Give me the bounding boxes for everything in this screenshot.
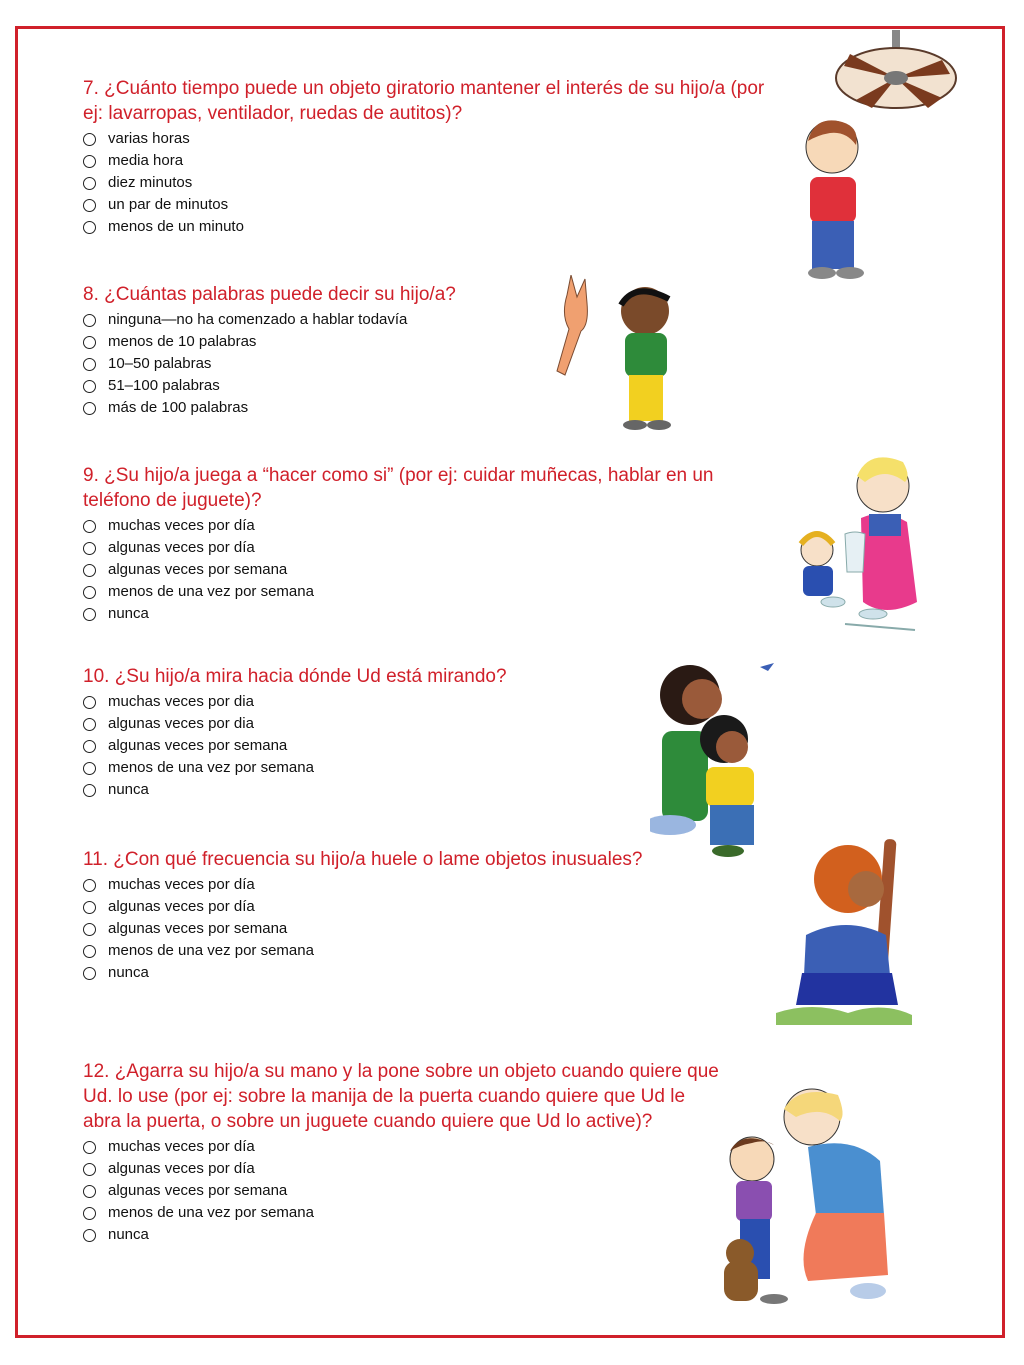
adult-child-teddy-illustration (712, 1085, 902, 1315)
option[interactable] (83, 896, 643, 918)
option-label: más de 100 palabras (108, 399, 249, 416)
radio-button[interactable] (83, 1229, 96, 1242)
option[interactable] (83, 940, 643, 962)
option-label: nunca (108, 781, 149, 798)
option[interactable] (83, 1180, 723, 1202)
radio-button[interactable] (83, 1207, 96, 1220)
radio-button[interactable] (83, 586, 96, 599)
option-label: nunca (108, 964, 149, 981)
option[interactable] (83, 603, 763, 625)
option-label: algunas veces por día (108, 539, 255, 556)
options-list (83, 874, 643, 984)
option[interactable] (83, 194, 773, 216)
radio-button[interactable] (83, 967, 96, 980)
question-title: 11. ¿Con qué frecuencia su hijo/a huele o lame objetos inusuales? (83, 849, 643, 870)
radio-button[interactable] (83, 923, 96, 936)
option-label: menos de 10 palabras (108, 333, 257, 350)
option-label: menos de un minuto (108, 218, 244, 235)
question-10 (83, 664, 643, 801)
option[interactable] (83, 874, 643, 896)
option-label: algunas veces por semana (108, 1182, 288, 1199)
radio-button[interactable] (83, 718, 96, 731)
options-list (83, 691, 643, 801)
question-12 (83, 1059, 723, 1246)
radio-button[interactable] (83, 402, 96, 415)
option[interactable] (83, 150, 773, 172)
question-title: 7. ¿Cuánto tiempo puede un objeto giratorio mantener el interés de su hijo/a (por ej: lavarropas, ventilador, ruedas de autitos)? (83, 78, 765, 124)
radio-button[interactable] (83, 155, 96, 168)
radio-button[interactable] (83, 177, 96, 190)
option[interactable] (83, 735, 643, 757)
radio-button[interactable] (83, 221, 96, 234)
options-list (83, 1136, 723, 1246)
child-licking-illustration (772, 835, 917, 1025)
option-label: algunas veces por día (108, 898, 255, 915)
option[interactable] (83, 918, 643, 940)
option-label: 10–50 palabras (108, 355, 212, 372)
option-label: algunas veces por semana (108, 561, 288, 578)
question-9 (83, 463, 763, 625)
option-label: menos de una vez por semana (108, 583, 314, 600)
option-label: un par de minutos (108, 196, 229, 213)
option[interactable] (83, 581, 763, 603)
option[interactable] (83, 537, 763, 559)
option[interactable] (83, 331, 563, 353)
option[interactable] (83, 713, 643, 735)
question-title: 10. ¿Su hijo/a mira hacia dónde Ud está mirando? (83, 666, 507, 687)
option-label: menos de una vez por semana (108, 942, 314, 959)
option-label: 51–100 palabras (108, 377, 220, 394)
option[interactable] (83, 1202, 723, 1224)
option[interactable] (83, 375, 563, 397)
option[interactable] (83, 779, 643, 801)
option[interactable] (83, 309, 563, 331)
radio-button[interactable] (83, 358, 96, 371)
option-label: muchas veces por día (108, 876, 255, 893)
question-7 (83, 76, 773, 238)
question-title: 9. ¿Su hijo/a juega a “hacer como si” (por ej: cuidar muñecas, hablar en un teléfono de juguete)? (83, 465, 714, 511)
option-label: ninguna—no ha comenzado a hablar todavía (108, 311, 408, 328)
option[interactable] (83, 353, 563, 375)
radio-button[interactable] (83, 696, 96, 709)
radio-button[interactable] (83, 199, 96, 212)
option-label: algunas veces por semana (108, 920, 288, 937)
parent-child-looking-illustration (650, 655, 780, 860)
option[interactable] (83, 691, 643, 713)
option[interactable] (83, 1136, 723, 1158)
option[interactable] (83, 397, 563, 419)
option[interactable] (83, 128, 773, 150)
radio-button[interactable] (83, 564, 96, 577)
radio-button[interactable] (83, 1185, 96, 1198)
radio-button[interactable] (83, 380, 96, 393)
options-list (83, 515, 763, 625)
option[interactable] (83, 216, 773, 238)
option[interactable] (83, 757, 643, 779)
option-label: nunca (108, 605, 149, 622)
question-11 (83, 847, 643, 984)
option[interactable] (83, 1158, 723, 1180)
option[interactable] (83, 515, 763, 537)
radio-button[interactable] (83, 1141, 96, 1154)
ceiling-fan-illustration (832, 30, 962, 116)
question-8 (83, 282, 563, 419)
radio-button[interactable] (83, 520, 96, 533)
radio-button[interactable] (83, 740, 96, 753)
option-label: diez minutos (108, 174, 193, 191)
radio-button[interactable] (83, 901, 96, 914)
option[interactable] (83, 1224, 723, 1246)
radio-button[interactable] (83, 336, 96, 349)
tea-party-illustration (785, 442, 920, 642)
radio-button[interactable] (83, 608, 96, 621)
option-label: algunas veces por semana (108, 737, 288, 754)
option-label: algunas veces por día (108, 1160, 255, 1177)
radio-button[interactable] (83, 1163, 96, 1176)
radio-button[interactable] (83, 879, 96, 892)
option[interactable] (83, 962, 643, 984)
boy-standing-illustration (790, 115, 880, 285)
option-label: algunas veces por dia (108, 715, 254, 732)
question-title: 8. ¿Cuántas palabras puede decir su hijo/a? (83, 284, 456, 305)
option-label: muchas veces por dia (108, 693, 254, 710)
option-label: menos de una vez por semana (108, 759, 314, 776)
radio-button[interactable] (83, 133, 96, 146)
option-label: muchas veces por día (108, 517, 255, 534)
radio-button[interactable] (83, 542, 96, 555)
radio-button[interactable] (83, 945, 96, 958)
radio-button[interactable] (83, 762, 96, 775)
option[interactable] (83, 172, 773, 194)
option-label: varias horas (108, 130, 190, 147)
options-list (83, 128, 773, 238)
radio-button[interactable] (83, 784, 96, 797)
option-label: muchas veces por día (108, 1138, 255, 1155)
options-list (83, 309, 563, 419)
radio-button[interactable] (83, 314, 96, 327)
option-label: nunca (108, 1226, 149, 1243)
option-label: menos de una vez por semana (108, 1204, 314, 1221)
option[interactable] (83, 559, 763, 581)
girl-two-fingers-illustration (555, 275, 695, 435)
question-title: 12. ¿Agarra su hijo/a su mano y la pone sobre un objeto cuando quiere que Ud. lo use (por ej: sobre la manija de la puerta cuando quiere que Ud le abra la puerta, o sobre un juguete cuando quiere que Ud lo active)? (83, 1061, 719, 1132)
option-label: media hora (108, 152, 184, 169)
